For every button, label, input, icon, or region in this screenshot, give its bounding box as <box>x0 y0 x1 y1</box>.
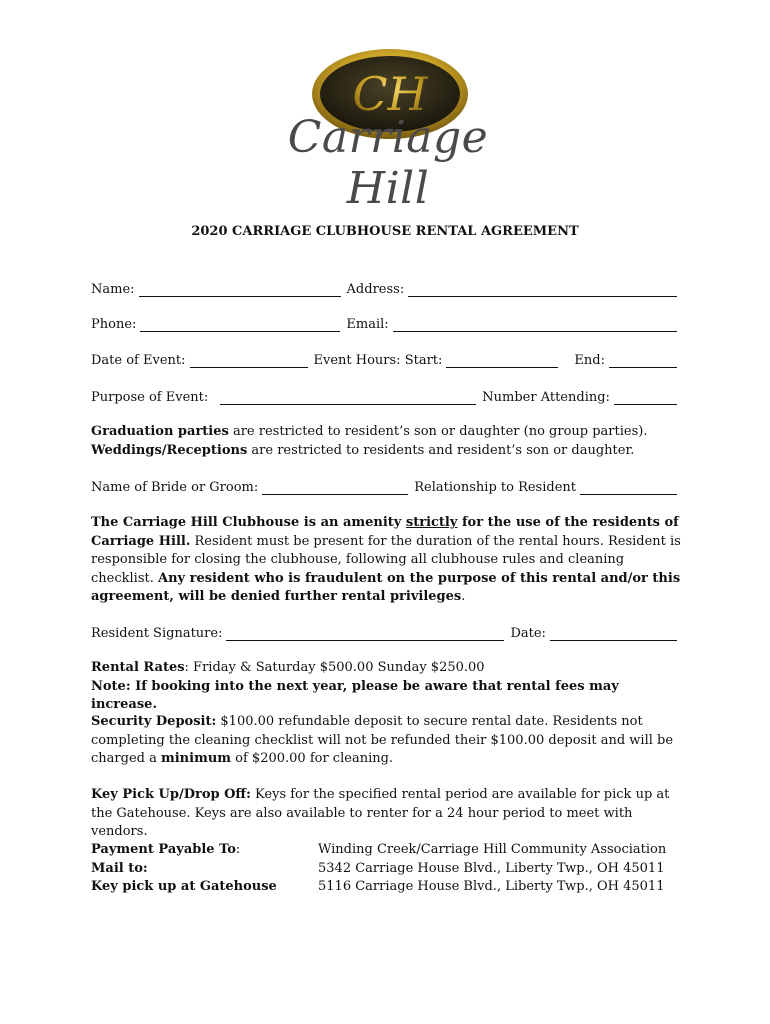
phone-label: Phone: <box>91 317 137 332</box>
number-attending-label: Number Attending: <box>482 390 610 405</box>
logo-monogram: CH <box>352 67 428 121</box>
event-restrictions <box>91 423 681 460</box>
name-field[interactable] <box>139 282 341 297</box>
number-attending-field[interactable] <box>614 390 677 405</box>
mail-value: 5342 Carriage House Blvd., Liberty Twp., OH 45011 <box>318 860 665 876</box>
security-deposit: Security Deposit: $100.00 refundable deposit to secure rental date. Residents not completing the cleaning checklist will not be refunded their $100.00 deposit and will be charged a minimum of $200.00 for cleaning. <box>91 714 674 766</box>
page-title: 2020 CARRIAGE CLUBHOUSE RENTAL AGREEMENT <box>191 224 579 239</box>
name-address-row <box>91 279 677 297</box>
payment-values <box>318 841 698 897</box>
date-of-event-label: Date of Event: <box>91 353 186 368</box>
graduation-restriction: Graduation parties are restricted to resident’s son or daughter (no group parties). <box>91 424 648 439</box>
mail-label: Mail to: <box>91 860 148 876</box>
phone-email-row <box>91 314 677 332</box>
bride-groom-label: Name of Bride or Groom: <box>91 480 259 495</box>
event-time-row <box>91 350 677 368</box>
signature-date-field[interactable] <box>550 626 677 641</box>
address-label: Address: <box>346 282 405 297</box>
bride-groom-field[interactable] <box>262 480 408 495</box>
payment-labels: Payment Payable To: Mail to: Key pick up at Gatehouse <box>91 842 277 894</box>
event-end-label: End: <box>574 353 605 368</box>
purpose-row <box>91 387 677 405</box>
relationship-label: Relationship to Resident <box>414 480 576 495</box>
rates-note: Note: If booking into the next year, please be aware that rental fees may increase. <box>91 678 619 712</box>
address-field[interactable] <box>408 282 677 297</box>
signature-row <box>91 623 677 641</box>
email-label: Email: <box>346 317 389 332</box>
purpose-label: Purpose of Event: <box>91 390 209 405</box>
event-start-field[interactable] <box>446 353 558 368</box>
name-label: Name: <box>91 282 135 297</box>
wedding-restriction: Weddings/Receptions are restricted to residents and resident’s son or daughter. <box>91 442 635 458</box>
event-end-field[interactable] <box>609 353 677 368</box>
key-pickup: Key Pick Up/Drop Off: Keys for the specified rental period are available for pick up at the Gatehouse. Keys are also available to renter for a 24 hour period to meet with vendors. <box>91 787 670 839</box>
email-field[interactable] <box>393 317 677 332</box>
phone-field[interactable] <box>140 317 340 332</box>
bride-groom-row <box>91 477 677 495</box>
gatehouse-label: Key pick up at Gatehouse <box>91 879 277 894</box>
signature-date-label: Date: <box>510 626 546 641</box>
rental-rates: Rental Rates: Friday & Saturday $500.00 Sunday $250.00 Note: If booking into the next year, please be aware that rental fees may increase. <box>91 660 619 712</box>
payable-label: Payment Payable To <box>91 842 236 857</box>
date-of-event-field[interactable] <box>190 353 308 368</box>
relationship-field[interactable] <box>580 480 677 495</box>
resident-signature-label: Resident Signature: <box>91 626 223 641</box>
event-start-label: Event Hours: Start: <box>313 353 443 368</box>
strictly-emphasis: strictly <box>405 515 458 530</box>
gatehouse-value: 5116 Carriage House Blvd., Liberty Twp., OH 45011 <box>318 879 665 894</box>
logo-wordmark: Carriage Hill <box>287 112 489 214</box>
resident-signature-field[interactable] <box>226 626 504 641</box>
payable-value: Winding Creek/Carriage Hill Community Association <box>318 842 667 857</box>
amenity-paragraph: The Carriage Hill Clubhouse is an amenity strictly for the use of the residents of Carriage Hill. Resident must be present for the duration of the rental hours. Resident is responsible for closing the clubhouse, following all clubhouse rules and cleaning checklist. Any resident who is fraudulent on the purpose of this rental and/or this agreement, will be denied further rental privileges. <box>91 515 681 604</box>
purpose-field[interactable] <box>220 390 476 405</box>
